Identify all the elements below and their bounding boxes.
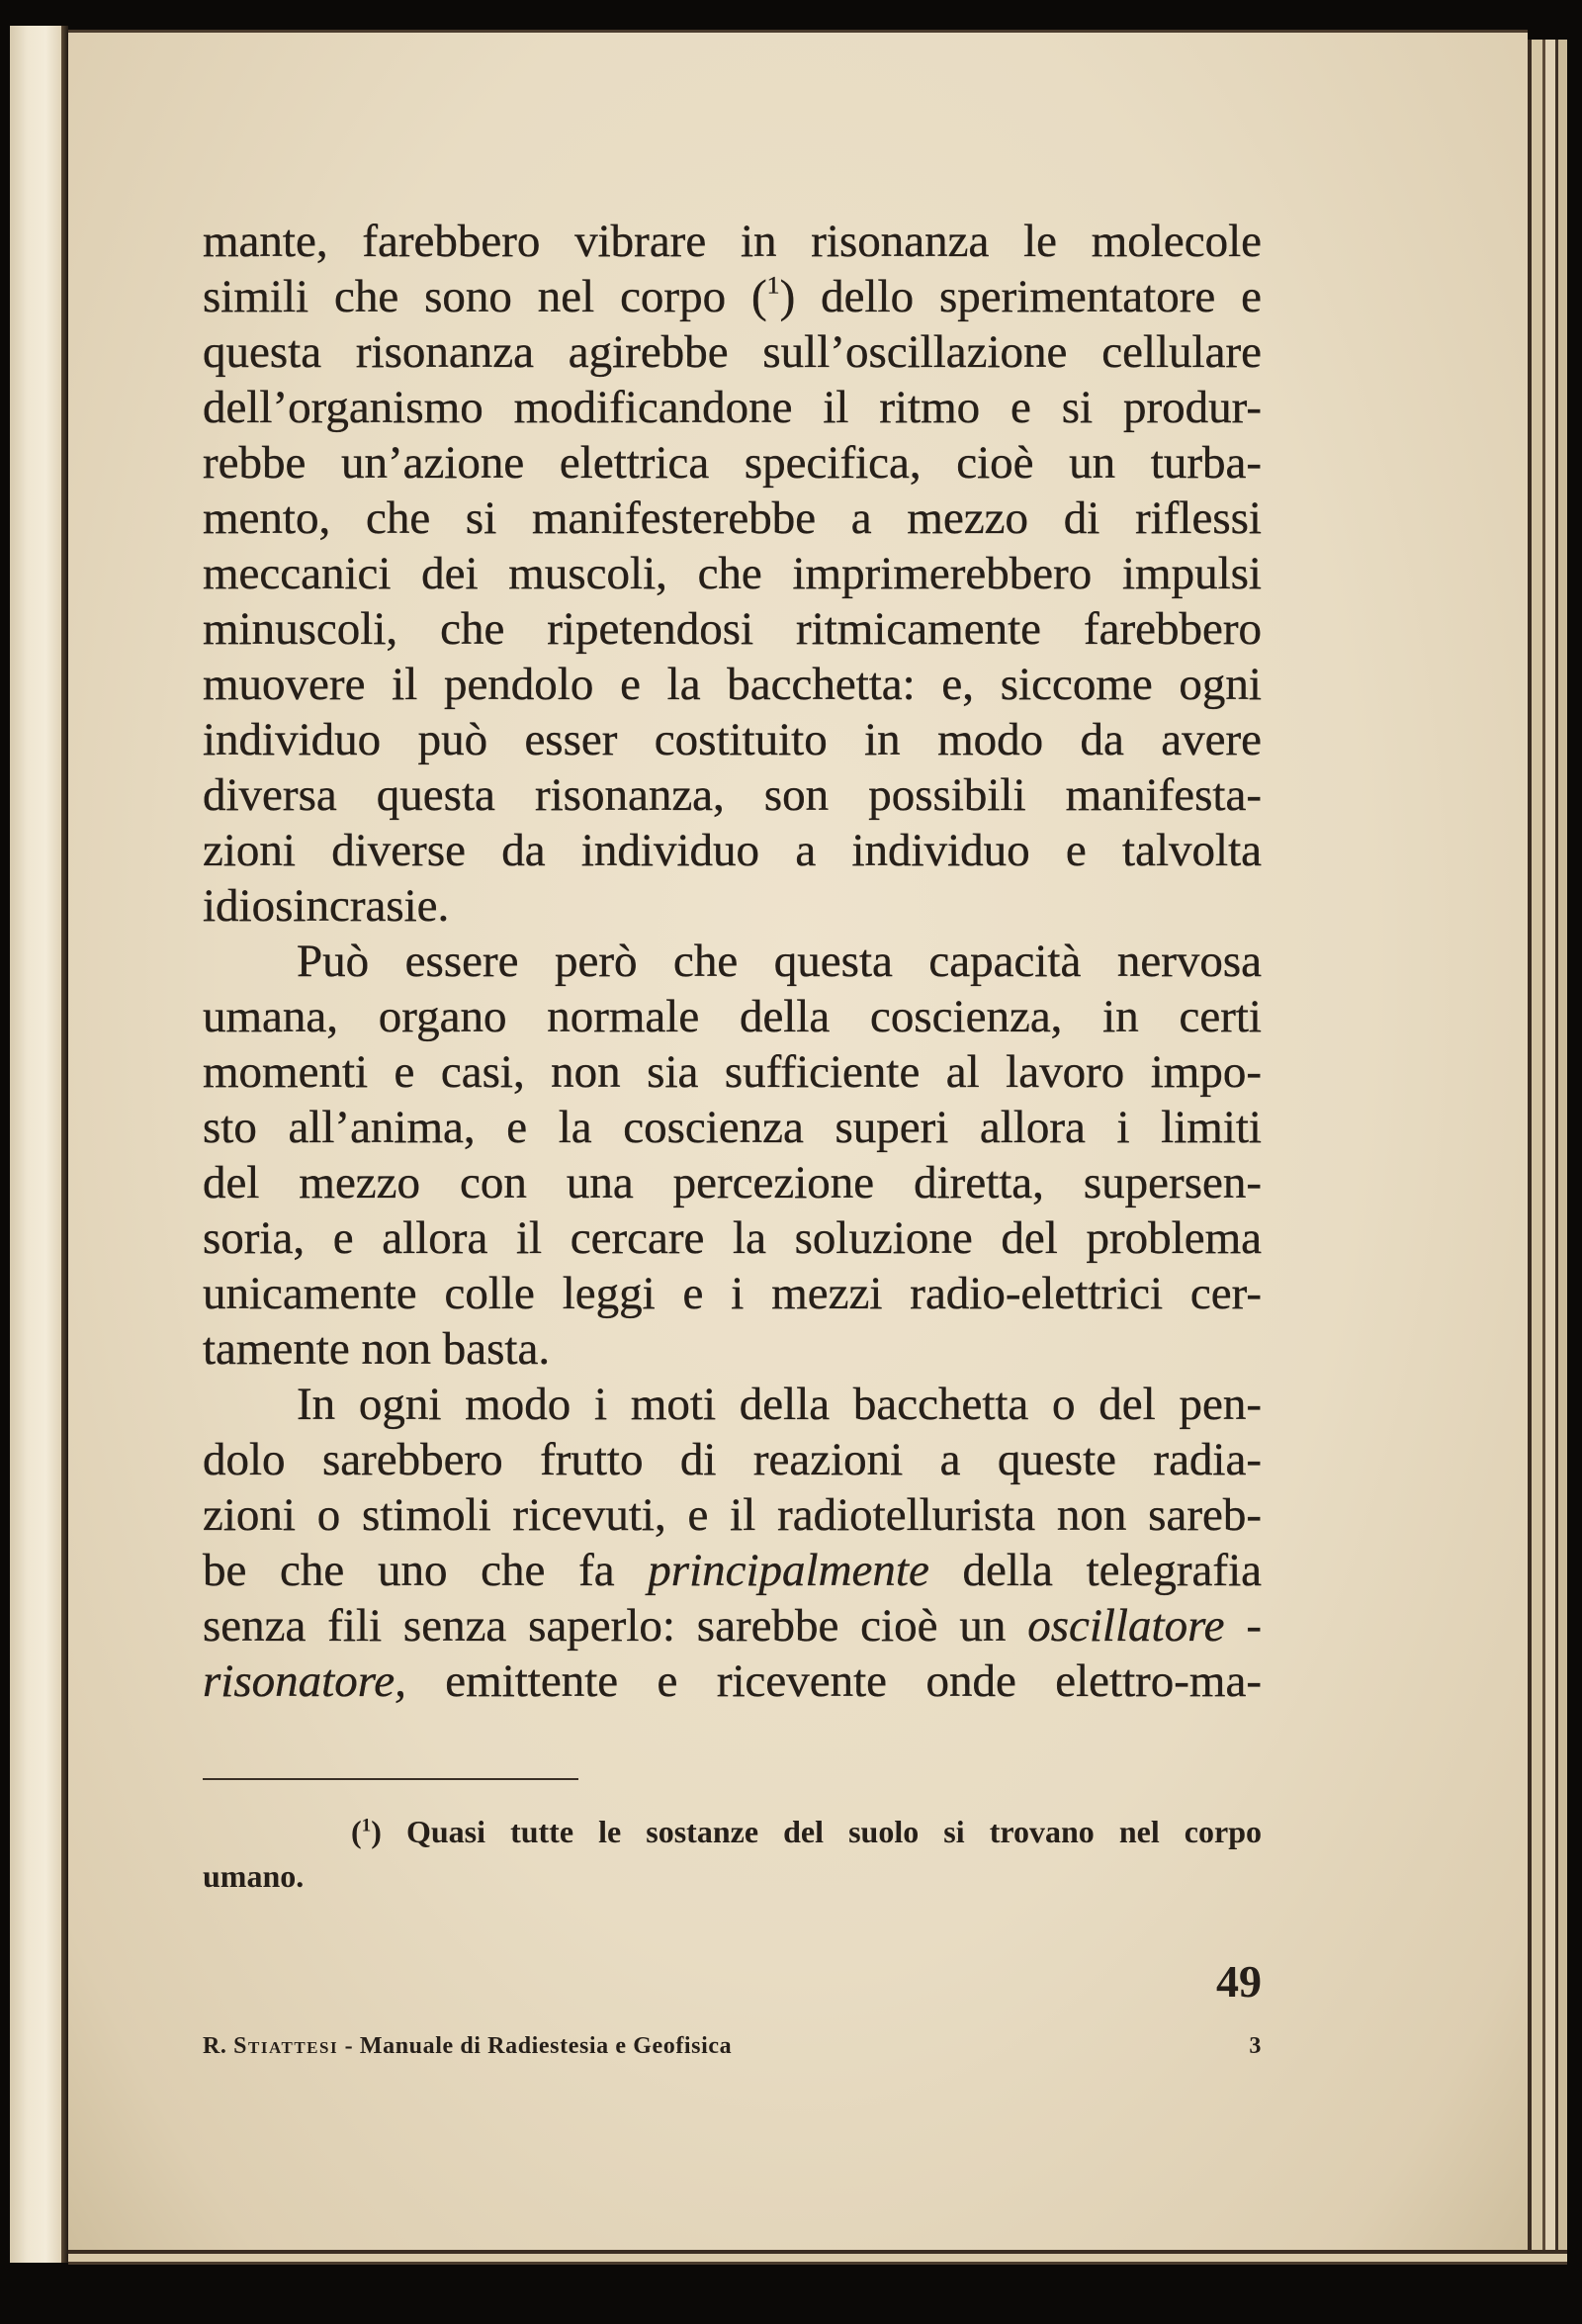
footnote-line: umano.: [203, 1858, 305, 1894]
text-line: unicamente colle leggi e i mezzi radio-elettrici cer-: [203, 1268, 1262, 1319]
text-line: zioni diverse da individuo a individuo e talvolta: [203, 825, 1262, 876]
footer-author-initial: R.: [203, 2033, 227, 2059]
text-line: soria, e allora il cercare la soluzione del problema: [203, 1212, 1262, 1264]
text-line: del mezzo con una percezione diretta, supersen-: [203, 1157, 1262, 1208]
footnote-rule: [203, 1778, 578, 1780]
line-segment: senza fili senza saperlo: sarebbe cioè un: [203, 1600, 1028, 1652]
left-page-edge: [10, 26, 61, 2263]
right-page-edge: [1545, 40, 1555, 2257]
right-page-edge: [1532, 40, 1542, 2257]
page-number: 49: [1216, 1956, 1262, 2007]
text-line: individuo può esser costituito in modo da avere: [203, 714, 1262, 765]
italic-emphasis: principalmente: [648, 1545, 929, 1596]
text-line: muovere il pendolo e la bacchetta: e, siccome ogni: [203, 659, 1262, 710]
footnote-marker: 1: [361, 1815, 372, 1836]
text-line: diversa questa risonanza, son possibili manifesta-: [203, 769, 1262, 821]
footnote-text: ) Quasi tutte le sostanze del suolo si trovano nel corpo: [371, 1814, 1262, 1849]
bottom-page-edge: [68, 2254, 1567, 2262]
text-line: mento, che si manifesterebbe a mezzo di riflessi: [203, 492, 1262, 544]
text-line: [203, 1598, 1262, 1654]
text-line: meccanici dei muscoli, che imprimerebbero impulsi: [203, 548, 1262, 599]
text-line: [203, 1654, 1262, 1709]
footnote: [203, 1810, 1262, 1899]
text-line: [203, 269, 1262, 324]
text-line: zioni o stimoli ricevuti, e il radiotellurista non sareb-: [203, 1489, 1262, 1541]
text-line: sto all’anima, e la coscienza superi allora i limiti: [203, 1102, 1262, 1153]
text-line: umana, organo normale della coscienza, in certi: [203, 991, 1262, 1042]
footer-book-title: Manuale di Radiestesia e Geofisica: [359, 2033, 733, 2059]
bottom-page-edge: [68, 2262, 1567, 2265]
text-line: Può essere però che questa capacità nervosa: [297, 936, 1262, 987]
line-segment: simili che sono nel corpo (: [203, 271, 767, 322]
right-page-edge: [1558, 40, 1567, 2257]
running-footer: [203, 2029, 1262, 2063]
footnote-paren: (: [351, 1814, 362, 1849]
paragraph-1: [203, 214, 1262, 934]
text-line: In ogni modo i moti della bacchetta o del pen-: [297, 1379, 1262, 1430]
text-line: mante, farebbero vibrare in risonanza le molecole: [203, 216, 1262, 267]
italic-emphasis: oscillatore: [1027, 1600, 1225, 1652]
line-segment: ) dello sperimentatore e: [779, 271, 1262, 322]
footnote-reference: 1: [766, 270, 780, 300]
text-line: tamente non basta.: [203, 1323, 551, 1375]
italic-emphasis: risonatore,: [203, 1655, 406, 1707]
signature-mark: 3: [1249, 2033, 1262, 2059]
text-line: dell’organismo modificandone il ritmo e si produr-: [203, 382, 1262, 433]
line-segment: be che uno che fa: [203, 1545, 649, 1596]
line-segment: -: [1224, 1600, 1262, 1652]
paragraph-2: [203, 934, 1262, 1377]
line-segment: della telegrafia: [928, 1545, 1262, 1596]
footer-separator: -: [344, 2033, 354, 2059]
gutter-shadow: [61, 26, 68, 2263]
footer-author-surname: Stiattesi: [233, 2033, 339, 2059]
text-line: rebbe un’azione elettrica specifica, cioè un turba-: [203, 437, 1262, 489]
text-line: questa risonanza agirebbe sull’oscillazione cellulare: [203, 326, 1262, 378]
text-line: momenti e casi, non sia sufficiente al lavoro impo-: [203, 1046, 1262, 1098]
line-segment: emittente e ricevente onde elettro-ma-: [405, 1655, 1262, 1707]
paragraph-3: [203, 1377, 1262, 1709]
footnote-line: [203, 1810, 1262, 1854]
main-text: [203, 214, 1262, 1709]
text-line: dolo sarebbero frutto di reazioni a queste radia-: [203, 1434, 1262, 1485]
text-line: [203, 1543, 1262, 1598]
text-line: minuscoli, che ripetendosi ritmicamente farebbero: [203, 603, 1262, 655]
footer-credit: [203, 2029, 732, 2063]
text-line: idiosincrasie.: [203, 880, 450, 932]
